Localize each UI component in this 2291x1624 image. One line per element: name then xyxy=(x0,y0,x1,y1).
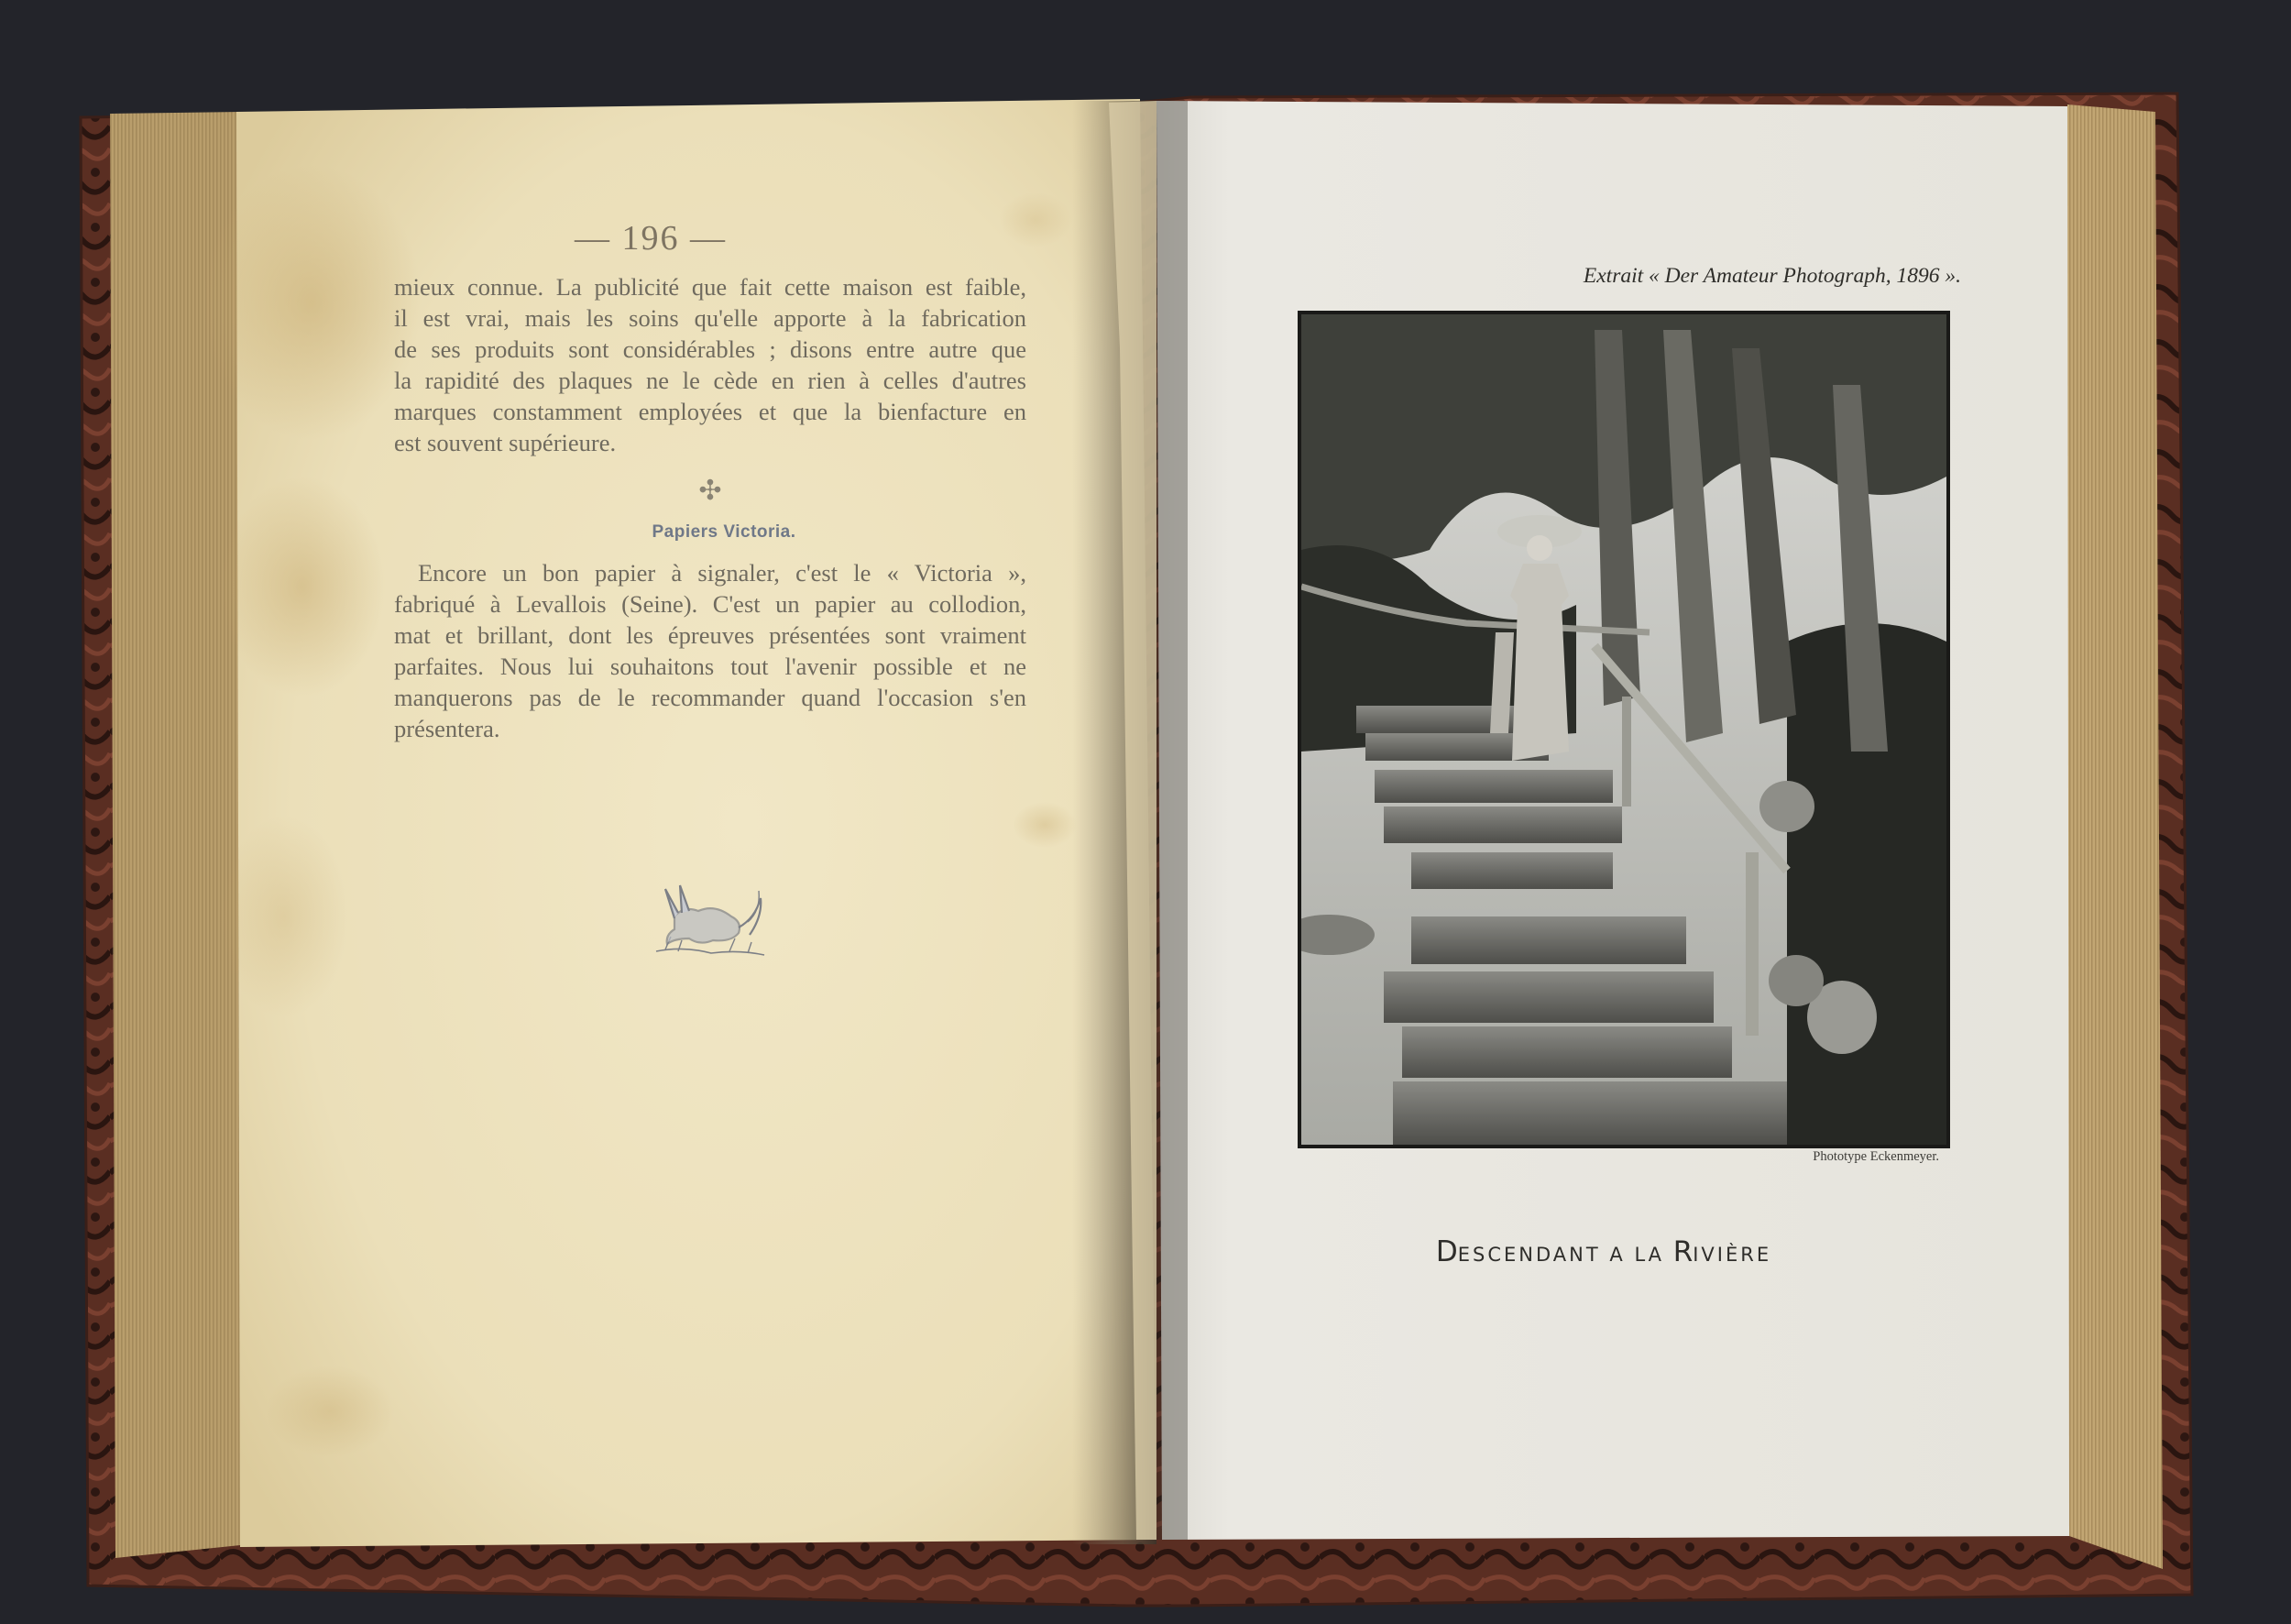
plate-title-initial: R xyxy=(1672,1235,1694,1268)
page-number: — 196 — xyxy=(575,219,727,258)
plate-title-word: A xyxy=(1609,1244,1626,1266)
text-line: présentera. xyxy=(394,715,500,742)
photo-credit: Phototype Eckenmeyer. xyxy=(1813,1149,1939,1164)
text-line: mat et brillant, dont les épreuves présentées sont vraiment xyxy=(394,621,1026,649)
text-line: mieux connue. La publicité que fait cette maison est faible, xyxy=(394,273,1026,301)
paragraph-paper-quality xyxy=(394,271,1026,458)
plate-title xyxy=(1356,1235,1851,1268)
text-line: marques constamment employées et que la bienfacture en xyxy=(394,398,1026,425)
plate-title-word: ESCENDANT xyxy=(1457,1244,1601,1266)
text-line: la rapidité des plaques ne le cède en rien à celles d'autres xyxy=(394,367,1026,394)
right-gutter-shadow xyxy=(1156,101,1188,1540)
section-heading: Papiers Victoria. xyxy=(652,522,796,542)
paragraph-papiers-victoria xyxy=(394,557,1026,744)
plate-title-word: IVIÈRE xyxy=(1693,1244,1772,1266)
text-line: il est vrai, mais les soins qu'elle apporte à la fabrication xyxy=(394,304,1026,332)
source-caption: Extrait « Der Amateur Photograph, 1896 ». xyxy=(1583,264,1961,288)
text-line: Encore un bon papier à signaler, c'est le « Victoria », xyxy=(418,559,1026,587)
text-line: de ses produits sont considérables ; disons entre autre que xyxy=(394,335,1026,363)
woman-on-stone-stairs-photo-icon xyxy=(1301,314,1946,1145)
text-line: parfaites. Nous lui souhaitons tout l'avenir possible et ne xyxy=(394,653,1026,680)
plate-title-initial: D xyxy=(1435,1235,1458,1268)
text-line: fabriqué à Levallois (Seine). C'est un papier au collodion, xyxy=(394,590,1026,618)
plate-title-word: LA xyxy=(1634,1244,1664,1266)
right-page-edges xyxy=(2067,104,2163,1569)
text-line: manquerons pas de le recommander quand l'occasion s'en xyxy=(394,684,1026,711)
section-ornament: ✣ xyxy=(698,476,722,506)
text-line: est souvent supérieure. xyxy=(394,429,617,456)
